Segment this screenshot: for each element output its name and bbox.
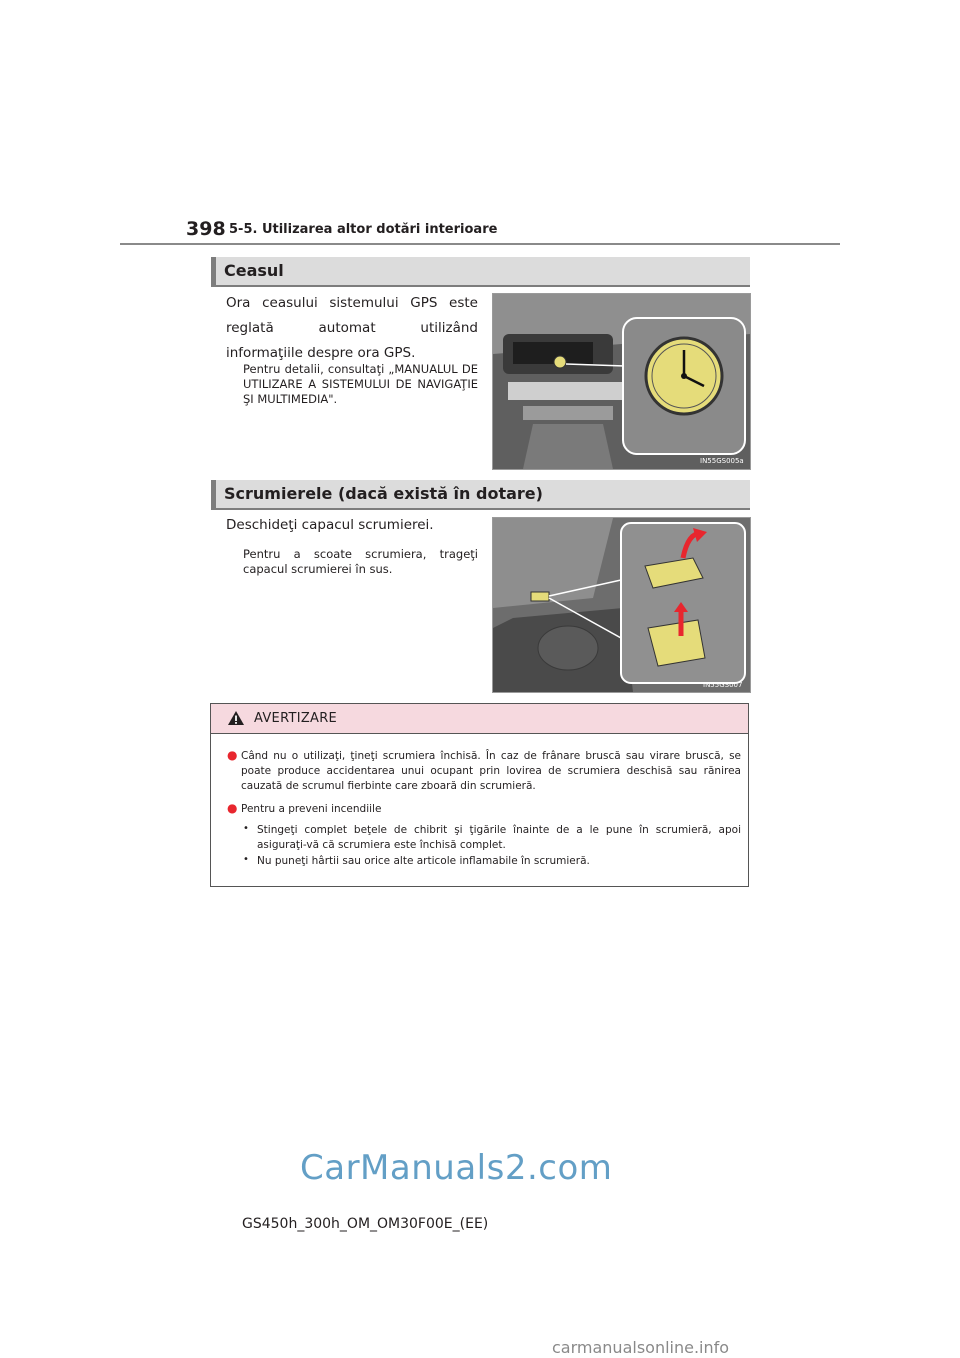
warning-item-2: Pentru a preveni incendiile <box>241 803 382 815</box>
warning-item-1: Când nu o utilizaţi, ţineţi scrumiera închisă. În caz de frânare bruscă sau virare bruscă, se poate produce accidentarea unui ocupant prin lovirea de scrumiera deschisă sau rănirea cauzată de scrumul fierbinte care zboară din scrumieră. <box>241 750 741 792</box>
section-heading-clock <box>211 257 750 287</box>
warning-title: AVERTIZARE <box>254 711 338 726</box>
header-rule <box>120 243 840 245</box>
page-number: 398 <box>186 218 226 240</box>
warning-header <box>211 704 748 734</box>
warning-box <box>210 703 749 887</box>
clock-paragraph: Ora ceasului sistemului GPS este reglată automat utilizând informaţiile despre ora GPS. <box>226 295 478 361</box>
section-title-ashtray: Scrumierele (dacă există în dotare) <box>224 484 543 503</box>
bullet-icon: ● <box>227 748 238 762</box>
ashtray-paragraph: Deschideţi capacul scrumierei. <box>226 517 434 533</box>
clock-illustration <box>492 293 751 470</box>
clock-note: Pentru detalii, consultaţi „MANUALUL DE UTILIZARE A SISTEMULUI DE NAVIGAŢIE ŞI MULTIMEDIA". <box>243 362 478 406</box>
watermark-logo: CarManuals2.com <box>300 1148 613 1188</box>
warning-subitem-1: Stingeţi complet beţele de chibrit şi ţigările înainte de a le pune în scrumieră, apoi asiguraţi-vă că scrumiera este închisă complet. <box>257 824 741 851</box>
document-code: GS450h_300h_OM_OM30F00E_(EE) <box>242 1216 489 1232</box>
sub-bullet-icon: • <box>243 823 249 834</box>
chapter-title: 5-5. Utilizarea altor dotări interioare <box>229 222 498 237</box>
figure-code-ashtray: IN55GS007 <box>703 681 743 689</box>
warning-triangle-icon <box>227 710 245 726</box>
ashtray-note: Pentru a scoate scrumiera, trageţi capacul scrumierei în sus. <box>243 547 478 576</box>
warning-subitem-2: Nu puneţi hârtii sau orice alte articole inflamabile în scrumieră. <box>257 855 590 867</box>
section-accent <box>211 480 216 508</box>
section-accent <box>211 257 216 285</box>
figure-code-clock: IN55GS005a <box>700 457 744 465</box>
sub-bullet-icon: • <box>243 854 249 865</box>
watermark-url: carmanualsonline.info <box>552 1338 730 1357</box>
section-heading-ashtray <box>211 480 750 510</box>
section-title-clock: Ceasul <box>224 261 284 280</box>
ashtray-illustration <box>492 517 751 693</box>
bullet-icon: ● <box>227 801 238 815</box>
